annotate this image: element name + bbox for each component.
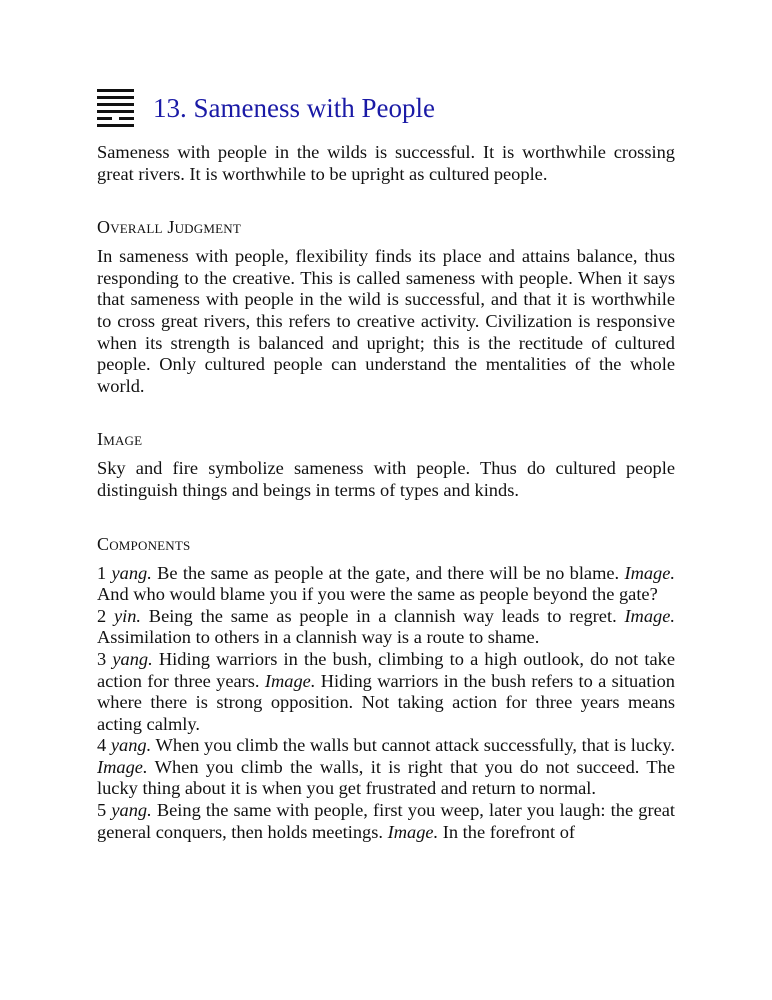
line-number: 1: [97, 562, 112, 583]
line-kind: yang.: [111, 562, 152, 583]
chapter-title: 13. Sameness with People: [153, 92, 435, 123]
line-kind: yang.: [110, 735, 152, 756]
hexagram-13-icon: [97, 89, 134, 127]
image-text: In the forefront of: [438, 821, 576, 842]
line-text: When you climb the walls but cannot attack successfully, that is lucky.: [151, 735, 676, 756]
line-number: 5: [97, 800, 112, 821]
image-label: Image.: [624, 605, 675, 626]
line-kind: yang.: [112, 648, 153, 669]
line-number: 2: [97, 605, 114, 626]
section-heading-components: Components: [97, 533, 191, 554]
image-label: Image.: [387, 821, 439, 842]
line-text: Hiding warriors in the bush, climbing to a high outlook, do not take action for three years.: [97, 648, 676, 691]
image-text: And who would blame you if you were the same as people beyond the gate?: [97, 584, 658, 605]
image-label: Image.: [624, 562, 676, 583]
section-heading-judgment: Overall Judgment: [97, 217, 241, 238]
component-line-4: [97, 735, 675, 800]
line-number: 4: [97, 735, 111, 756]
line-text: Being the same as people in a clannish way leads to regret.: [141, 605, 625, 626]
judgment-paragraph: In sameness with people, flexibility finds its place and attains balance, thus responding to the creative. This is called sameness with people. When it says that sameness with people in the wild is successful, and that it is worthwhile to cross great rivers, this refers to creative activity. Civilization is responsive when its strength is balanced and upright; this is the rectitude of cultured people. Only cultured people can understand the mentalities of the whole world.: [97, 246, 675, 396]
image-text: When you climb the walls, it is right that you do not succeed. The lucky thing about it is when you get frustrated and return to normal.: [97, 756, 675, 799]
chapter-header: [97, 86, 675, 130]
line-text: Be the same as people at the gate, and there will be no blame.: [151, 562, 625, 583]
image-label: Image.: [97, 756, 148, 777]
component-line-5: [97, 800, 675, 843]
section-heading-image: Image: [97, 429, 143, 450]
line-kind: yin.: [113, 605, 142, 626]
line-kind: yang.: [111, 800, 152, 821]
intro-paragraph: Sameness with people in the wilds is successful. It is worthwhile crossing great rivers. It is worthwhile to be upright as cultured people.: [97, 142, 675, 184]
image-paragraph: Sky and fire symbolize sameness with people. Thus do cultured people distinguish things and beings in terms of types and kinds.: [97, 458, 675, 500]
image-label: Image.: [264, 670, 316, 691]
image-text: Hiding warriors in the bush refers to a situation where there is strong opposition. Not taking action for three years means acting calmly.: [97, 670, 675, 734]
line-text: Being the same with people, first you weep, later you laugh: the great general conquers, then holds meetings.: [97, 800, 676, 842]
line-number: 3: [97, 648, 113, 669]
component-line-1: [97, 563, 675, 606]
page-content: [97, 86, 675, 843]
component-line-3: [97, 649, 675, 735]
components-list: [97, 563, 675, 844]
image-text: Assimilation to others in a clannish way is a route to shame.: [97, 627, 540, 648]
component-line-2: [97, 606, 675, 649]
